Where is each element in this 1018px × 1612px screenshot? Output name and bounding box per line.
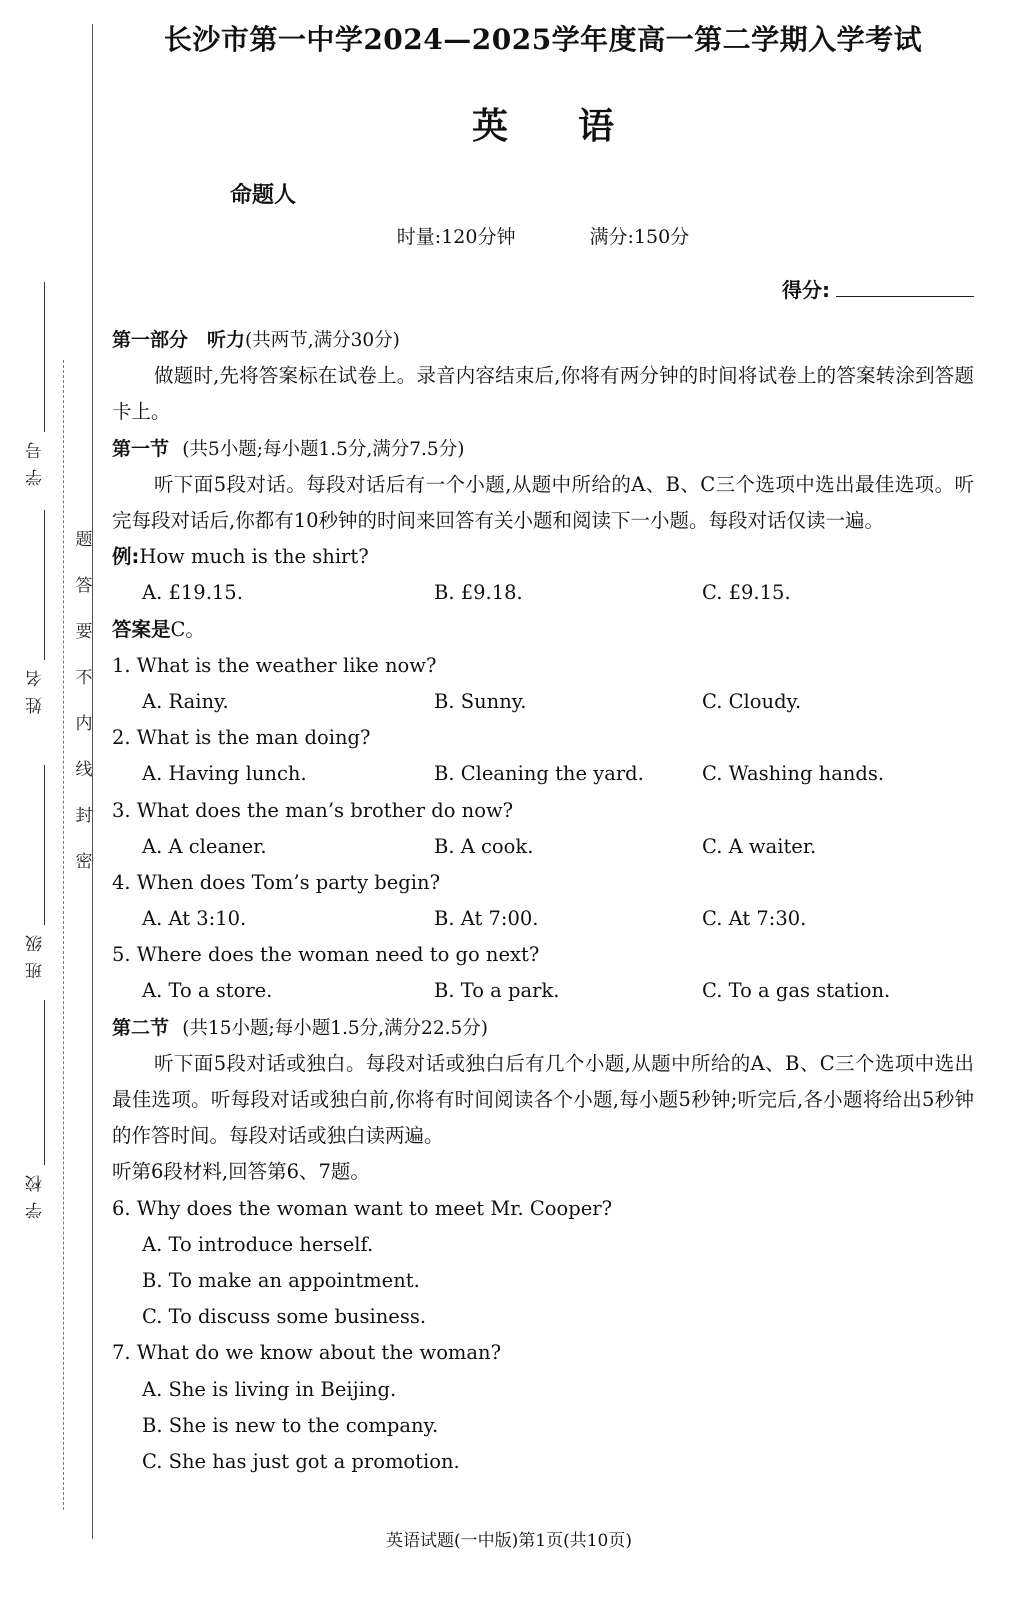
option-b: B. To a park.	[434, 979, 560, 1003]
example-options	[112, 575, 974, 611]
name-label: 姓名	[25, 660, 46, 714]
answer-label: 答案是	[112, 617, 171, 641]
duration: 时量:120分钟	[396, 226, 516, 248]
seal-char: 线	[75, 760, 93, 780]
option-c: C. She has just got a promotion.	[142, 1449, 460, 1473]
option-a: A. A cleaner.	[142, 834, 267, 858]
option-a: A. At 3:10.	[142, 907, 247, 931]
school-field	[24, 1000, 46, 1219]
option-c: C. A waiter.	[702, 834, 817, 858]
option-b: B. To make an appointment.	[142, 1268, 420, 1292]
material-note: 听第6段材料,回答第6、7题。	[112, 1160, 370, 1184]
dotted-seal-line	[63, 360, 64, 1510]
question-1-options	[112, 684, 974, 720]
exam-body	[112, 322, 974, 1480]
section2-heading	[112, 1010, 974, 1046]
student-id-field	[24, 282, 46, 486]
seal-char: 封	[75, 806, 93, 826]
question-3: 3. What does the man’s brother do now?	[112, 798, 514, 822]
student-id-label: 学号	[25, 432, 46, 486]
option-b: B. She is new to the company.	[142, 1413, 439, 1437]
author-label: 命题人	[230, 183, 297, 208]
exam-meta	[112, 222, 974, 249]
option-a: A. £19.15.	[142, 581, 243, 605]
question-5: 5. Where does the woman need to go next?	[112, 943, 540, 967]
student-id-line	[44, 282, 45, 432]
option-a: A. Rainy.	[142, 689, 229, 713]
option-c: C. Washing hands.	[702, 762, 885, 786]
section1-note: (共5小题;每小题1.5分,满分7.5分)	[182, 438, 465, 460]
name-field	[24, 510, 46, 714]
option-c: C. At 7:30.	[702, 907, 807, 931]
exam-title: 长沙市第一中学2024—2025学年度高一第二学期入学考试	[163, 23, 923, 56]
part1-title: 第一部分 听力	[112, 329, 246, 351]
seal-char: 要	[75, 622, 93, 642]
part1-instruction: 做题时,先将答案标在试卷上。录音内容结束后,你将有两分钟的时间将试卷上的答案转涂到答题卡上。	[112, 364, 974, 424]
seal-warning	[72, 525, 96, 872]
question-6: 6. Why does the woman want to meet Mr. Cooper?	[112, 1196, 613, 1220]
option-c: C. Cloudy.	[702, 689, 802, 713]
seal-char: 密	[75, 852, 93, 872]
section1-instruction: 听下面5段对话。每段对话后有一个小题,从题中所给的A、B、C三个选项中选出最佳选项。听完每段对话后,你都有10秒钟的时间来回答有关小题和阅读下一小题。每段对话仅读一遍。	[112, 472, 974, 532]
seal-char: 内	[75, 714, 93, 734]
option-c: C. To discuss some business.	[142, 1305, 427, 1329]
question-1: 1. What is the weather like now?	[112, 653, 437, 677]
option-a: A. To a store.	[142, 979, 273, 1003]
binding-sidebar	[0, 0, 96, 1560]
part1-note: (共两节,满分30分)	[245, 330, 400, 351]
score-label: 得分:	[782, 278, 830, 302]
school-label: 学校	[25, 1165, 46, 1219]
section1-title: 第一节	[112, 437, 170, 460]
page-footer: 英语试题(一中版)第1页(共10页)	[386, 1531, 632, 1551]
example-label: 例:	[112, 545, 140, 569]
option-a: A. Having lunch.	[142, 762, 307, 786]
name-line	[44, 510, 45, 660]
class-field	[24, 765, 46, 979]
subject-title: 英语	[471, 106, 684, 147]
question-4-options	[112, 901, 974, 937]
option-b: B. £9.18.	[434, 581, 523, 605]
class-label: 班级	[25, 925, 46, 979]
question-2-options	[112, 756, 974, 792]
question-3-options	[112, 829, 974, 865]
option-c: C. To a gas station.	[702, 979, 891, 1003]
score-field	[782, 274, 974, 303]
question-7: 7. What do we know about the woman?	[112, 1341, 502, 1365]
question-2: 2. What is the man doing?	[112, 726, 371, 750]
score-blank[interactable]	[836, 278, 974, 297]
section2-note: (共15小题;每小题1.5分,满分22.5分)	[182, 1017, 488, 1039]
total-score: 满分:150分	[589, 226, 690, 248]
example-answer	[112, 612, 974, 648]
option-b: B. Cleaning the yard.	[434, 762, 644, 786]
section2-title: 第二节	[112, 1016, 170, 1039]
seal-char: 答	[75, 576, 93, 596]
option-a: A. To introduce herself.	[142, 1232, 374, 1256]
class-line	[44, 765, 45, 925]
answer-value: C。	[170, 617, 205, 641]
section2-instruction: 听下面5段对话或独白。每段对话或独白后有几个小题,从题中所给的A、B、C三个选项中选出最佳选项。听每段对话或独白前,你将有时间阅读各个小题,每小题5秒钟;听完后,各小题将给出5秒钟的作答时间。每段对话或独白读两遍。	[112, 1051, 974, 1148]
seal-char: 题	[75, 530, 93, 550]
question-4: 4. When does Tom’s party begin?	[112, 870, 441, 894]
part1-heading	[112, 322, 974, 358]
question-5-options	[112, 973, 974, 1009]
example-question	[112, 539, 974, 575]
option-b: B. A cook.	[434, 834, 534, 858]
section1-heading	[112, 431, 974, 467]
option-a: A. She is living in Beijing.	[142, 1377, 397, 1401]
option-c: C. £9.15.	[702, 581, 791, 605]
school-line	[44, 1000, 45, 1165]
option-b: B. At 7:00.	[434, 907, 539, 931]
option-b: B. Sunny.	[434, 689, 527, 713]
example-text: How much is the shirt?	[139, 545, 369, 569]
seal-char: 不	[75, 668, 93, 688]
